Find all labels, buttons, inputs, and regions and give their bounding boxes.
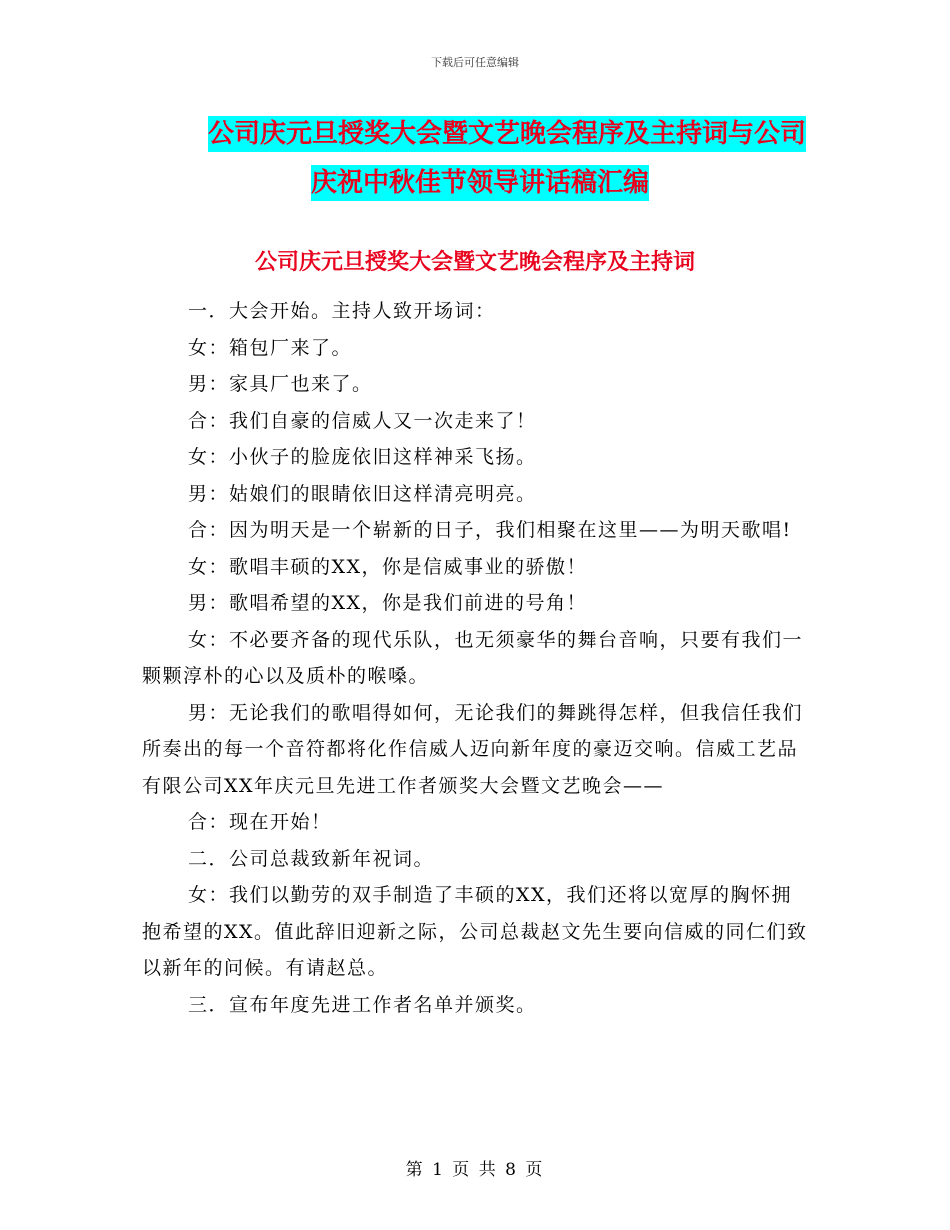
section-title: 公司庆元旦授奖大会暨文艺晚会程序及主持词 xyxy=(254,250,695,275)
paragraph: 男：家具厂也来了。 xyxy=(188,373,373,395)
paragraph: 三．宣布年度先进工作者名单并颁奖。 xyxy=(188,993,537,1016)
document-body xyxy=(142,293,810,1023)
paragraph: 男：姑娘们的眼睛依旧这样清亮明亮。 xyxy=(188,482,537,505)
header-note: 下载后可任意编辑 xyxy=(431,56,519,69)
paragraph: 合：现在开始！ xyxy=(188,811,332,833)
paragraph: 女：我们以勤劳的双手制造了丰硕的XX，我们还将以宽厚的胸怀拥抱希望的XX。值此辞旧迎新之际，公司总裁赵文先生要向信威的同仁们致以新年的问候。有请赵总。 xyxy=(142,884,808,979)
page-number: 第 1 页 共 8 页 xyxy=(405,1160,545,1180)
paragraph: 女：箱包厂来了。 xyxy=(188,336,353,359)
paragraph: 合：因为明天是一个崭新的日子，我们相聚在这里——为明天歌唱! xyxy=(188,519,792,541)
paragraph: 二．公司总裁致新年祝词。 xyxy=(188,847,435,870)
paragraph: 男：无论我们的歌唱得如何，无论我们的舞跳得怎样，但我信任我们所奏出的每一个音符都将化作信威人迈向新年度的豪迈交响。信威工艺品有限公司XX年庆元旦先进工作者颁奖大会暨文艺晚会—— xyxy=(142,701,804,797)
paragraph: 合：我们自豪的信威人又一次走来了！ xyxy=(188,409,537,432)
paragraph: 女：小伙子的脸庞依旧这样神采飞扬。 xyxy=(188,446,537,468)
document-title-line-1: 公司庆元旦授奖大会暨文艺晚会程序及主持词与公司 xyxy=(208,116,806,152)
paragraph: 男：歌唱希望的XX，你是我们前进的号角！ xyxy=(188,592,588,614)
paragraph: 女：歌唱丰硕的XX，你是信威事业的骄傲！ xyxy=(188,555,588,578)
paragraph: 一．大会开始。主持人致开场词： xyxy=(188,300,496,322)
document-title xyxy=(140,110,820,208)
paragraph: 女：不必要齐备的现代乐队，也无须豪华的舞台音响，只要有我们一颗颗淳朴的心以及质朴的喉嗓。 xyxy=(142,628,804,687)
document-title-line-2: 庆祝中秋佳节领导讲话稿汇编 xyxy=(311,165,649,201)
